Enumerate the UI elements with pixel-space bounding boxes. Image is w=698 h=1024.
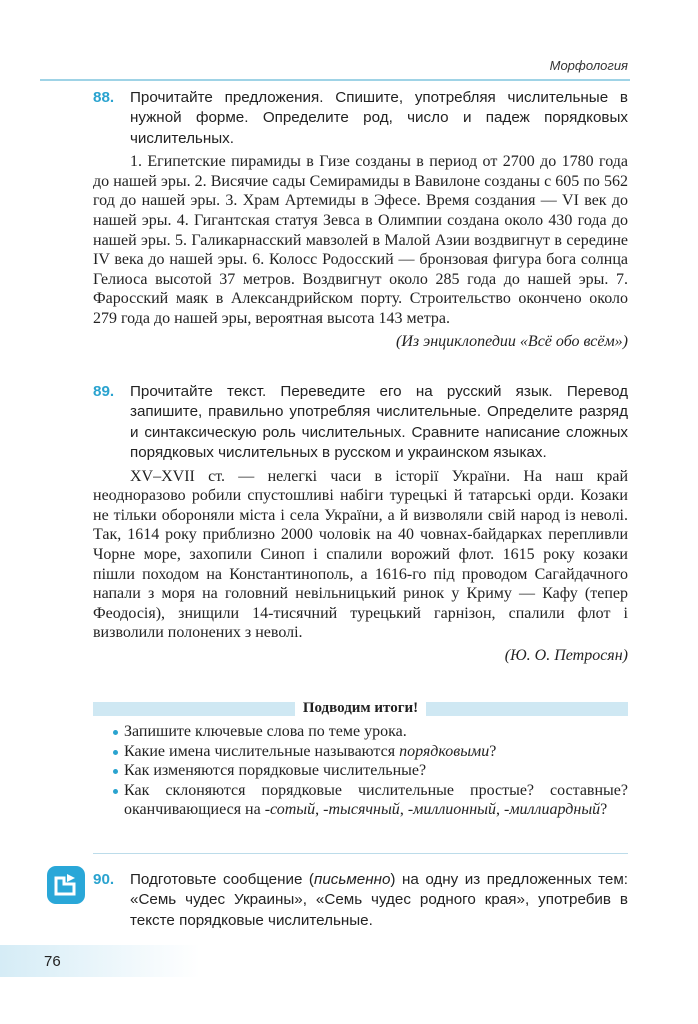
header-divider	[40, 79, 630, 81]
item-emphasis: порядковыми	[399, 742, 490, 760]
exercise-number: 88.	[93, 89, 115, 106]
summary-title-text: Подводим итоги!	[295, 700, 426, 716]
task-text: ) на одну из предложенных тем: «Семь чудес Украины», «Семь чудес родного края», употребив в тексте порядковые числительные.	[130, 871, 628, 929]
item-emphasis: -миллиардный	[504, 801, 601, 819]
footer-band	[0, 945, 200, 977]
exercise-88-source: (Из энциклопедии «Всё обо всём»)	[396, 332, 628, 350]
task-text: Прочитайте предложения. Спишите, употребляя числительные в нужной форме. Определите род, число и падеж порядковых числительных.	[130, 89, 628, 147]
task-text: Прочитайте текст. Переведите его на русский язык. Перевод запишите, правильно употребляя числительные. Определите разряд и синтаксическую роль числительных. Сравните написание сложных порядковых числительных в русском и украинском языках.	[130, 383, 628, 462]
item-text: ,	[399, 801, 408, 819]
item-emphasis: -миллионный	[407, 801, 497, 819]
exercise-88-text: 1. Египетские пирамиды в Гизе созданы в период от 2700 до 1780 года до нашей эры. 2. Висячие сады Семирамиды в Вавилоне созданы с 605 по 562 год до нашей эры. 3. Храм Артемиды в Эфесе. Время создания — VI век до нашей эры. 4. Гигантская статуя Зевса в Олимпии создана около 430 года до нашей эры. 5. Галикарнасский мавзолей в Малой Азии воздвигнут в середине IV века до нашей эры. 6. Колосс Родосский — бронзовая фигура бога солнца Гелиоса высотой 37 метров. Воздвигнут около 285 года до нашей эры. 7. Фаросский маяк в Александрийском порту. Строительство окончено около 279 года до нашей эры, вероятная высота 143 метра.	[93, 153, 628, 327]
exercise-88-task	[93, 88, 628, 149]
item-emphasis: -тысячный	[323, 801, 400, 819]
list-item	[112, 722, 628, 742]
summary-list	[112, 722, 628, 820]
section-divider	[93, 853, 628, 854]
exercise-90	[93, 870, 628, 931]
item-text: Как склоняются порядковые числительные простые? составные? оканчивающиеся на	[124, 781, 628, 819]
exercise-88	[93, 88, 628, 352]
item-text: Как изменяются порядковые числительные?	[124, 762, 427, 780]
list-item	[112, 761, 628, 781]
item-text: ,	[315, 801, 324, 819]
item-text: Запишите ключевые слова по теме урока.	[124, 723, 407, 740]
section-header: Морфология	[549, 58, 628, 73]
item-text: ?	[489, 742, 497, 760]
task-text: Подготовьте сообщение (	[130, 871, 314, 888]
exercise-89-task	[93, 382, 628, 464]
exercise-89-text: XV–XVII ст. — нелегкі часи в історії України. На наш край неодноразово робили спустошливі набіги турецькі й татарські орди. Козаки не тільки обороняли міста і села України, а й визволяли свій народ із неволі. Так, 1614 року приблизно 2000 чоловік на 40 човнах-байдарках перепливли Чорне море, захопили Синоп і спалили ворожий флот. 1615 року козаки пішли походом на Константинополь, а 1616-го під проводом Сагайдачного напали з моря на головний невільницький ринок у Криму — Кафу (тепер Феодосія), знищили 14-тисячний турецький гарнізон, спалили флот і визволили полонених з неволі.	[93, 467, 628, 642]
task-emphasis: письменно	[314, 871, 391, 888]
exercise-90-task	[93, 870, 628, 931]
exercise-89	[93, 382, 628, 666]
list-item	[112, 742, 628, 762]
writing-task-icon	[47, 866, 85, 904]
list-item	[112, 781, 628, 820]
summary-title	[93, 698, 628, 718]
item-text: ,	[496, 801, 505, 819]
item-text: Какие имена числительные называются	[124, 742, 400, 760]
item-text: ?	[600, 801, 608, 819]
exercise-number: 90.	[93, 871, 115, 888]
exercise-number: 89.	[93, 383, 115, 400]
page-number: 76	[44, 953, 61, 970]
exercise-89-source: (Ю. О. Петросян)	[504, 646, 628, 664]
item-emphasis: -сотый	[264, 801, 316, 819]
